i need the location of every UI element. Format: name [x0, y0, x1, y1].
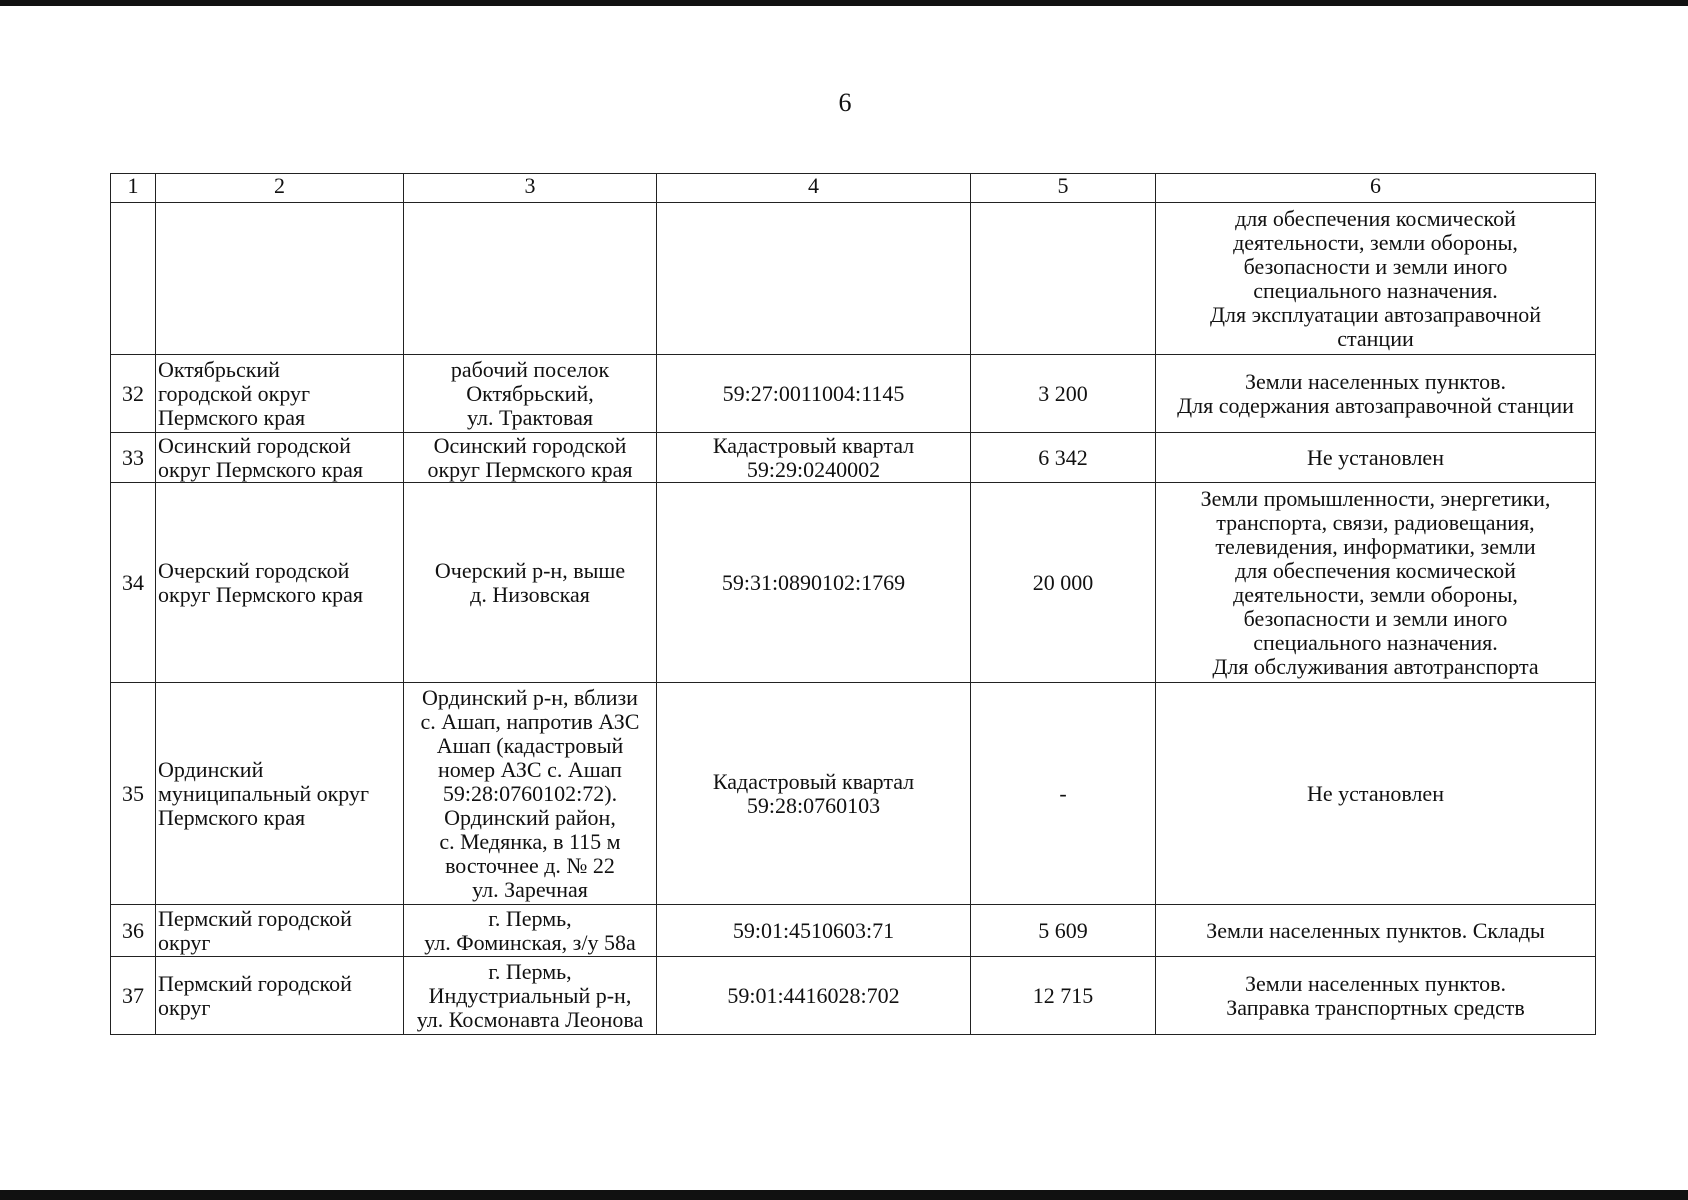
row-number-cell: 32: [111, 355, 156, 433]
location-cell: г. Пермь, ул. Фоминская, з/у 58а: [404, 905, 657, 957]
cadastral-number-cell: 59:31:0890102:1769: [657, 483, 971, 683]
location-cell: Очерский р-н, выше д. Низовская: [404, 483, 657, 683]
land-plots-table: [110, 173, 1596, 1035]
scan-edge-bottom: [0, 1190, 1688, 1200]
municipality-cell: Пермский городской округ: [156, 957, 404, 1035]
municipality-cell: Пермский городской округ: [156, 905, 404, 957]
area-cell: 3 200: [971, 355, 1156, 433]
row-number-cell: 37: [111, 957, 156, 1035]
land-category-cell: Не установлен: [1156, 433, 1596, 483]
row-number-cell: 33: [111, 433, 156, 483]
municipality-cell: Очерский городской округ Пермского края: [156, 483, 404, 683]
area-cell: -: [971, 683, 1156, 905]
location-cell: рабочий поселок Октябрьский, ул. Трактовая: [404, 355, 657, 433]
table-header-row: [111, 174, 1596, 203]
land-category-cell: для обеспечения космической деятельности, земли обороны, безопасности и земли иного специального назначения. Для эксплуатации автозаправочной станции: [1156, 203, 1596, 355]
empty-cell: [971, 203, 1156, 355]
cadastral-number-cell: 59:27:0011004:1145: [657, 355, 971, 433]
column-header: 4: [657, 174, 971, 203]
location-cell: г. Пермь, Индустриальный р-н, ул. Космонавта Леонова: [404, 957, 657, 1035]
table-row: [111, 433, 1596, 483]
table-row: [111, 683, 1596, 905]
location-cell: Ординский р-н, вблизи с. Ашап, напротив АЗС Ашап (кадастровый номер АЗС с. Ашап 59:28:0760102:72). Ординский район, с. Медянка, в 115 м восточнее д. № 22 ул. Заречная: [404, 683, 657, 905]
row-number-cell: 34: [111, 483, 156, 683]
table-row-continuation: [111, 203, 1596, 355]
column-header: 2: [156, 174, 404, 203]
municipality-cell: Осинский городской округ Пермского края: [156, 433, 404, 483]
table-row: [111, 905, 1596, 957]
area-cell: 6 342: [971, 433, 1156, 483]
location-cell: Осинский городской округ Пермского края: [404, 433, 657, 483]
row-number-cell: 36: [111, 905, 156, 957]
land-category-cell: Земли населенных пунктов. Для содержания автозаправочной станции: [1156, 355, 1596, 433]
municipality-cell: Ординский муниципальный округ Пермского края: [156, 683, 404, 905]
land-category-cell: Земли населенных пунктов. Склады: [1156, 905, 1596, 957]
land-category-cell: Не установлен: [1156, 683, 1596, 905]
area-cell: 20 000: [971, 483, 1156, 683]
area-cell: 12 715: [971, 957, 1156, 1035]
empty-cell: [111, 203, 156, 355]
page-number: 6: [838, 88, 852, 117]
table-row: [111, 483, 1596, 683]
cadastral-number-cell: Кадастровый квартал 59:29:0240002: [657, 433, 971, 483]
land-category-cell: Земли населенных пунктов. Заправка транспортных средств: [1156, 957, 1596, 1035]
empty-cell: [404, 203, 657, 355]
column-header: 1: [111, 174, 156, 203]
cadastral-number-cell: 59:01:4510603:71: [657, 905, 971, 957]
area-cell: 5 609: [971, 905, 1156, 957]
column-header: 3: [404, 174, 657, 203]
table-row: [111, 957, 1596, 1035]
cadastral-number-cell: 59:01:4416028:702: [657, 957, 971, 1035]
row-number-cell: 35: [111, 683, 156, 905]
empty-cell: [657, 203, 971, 355]
municipality-cell: Октябрьский городской округ Пермского края: [156, 355, 404, 433]
table-row: [111, 355, 1596, 433]
column-header: 6: [1156, 174, 1596, 203]
empty-cell: [156, 203, 404, 355]
scan-edge-top: [0, 0, 1688, 6]
cadastral-number-cell: Кадастровый квартал 59:28:0760103: [657, 683, 971, 905]
land-category-cell: Земли промышленности, энергетики, транспорта, связи, радиовещания, телевидения, информатики, земли для обеспечения космической деятельности, земли обороны, безопасности и земли иного специального назначения. Для обслуживания автотранспорта: [1156, 483, 1596, 683]
column-header: 5: [971, 174, 1156, 203]
